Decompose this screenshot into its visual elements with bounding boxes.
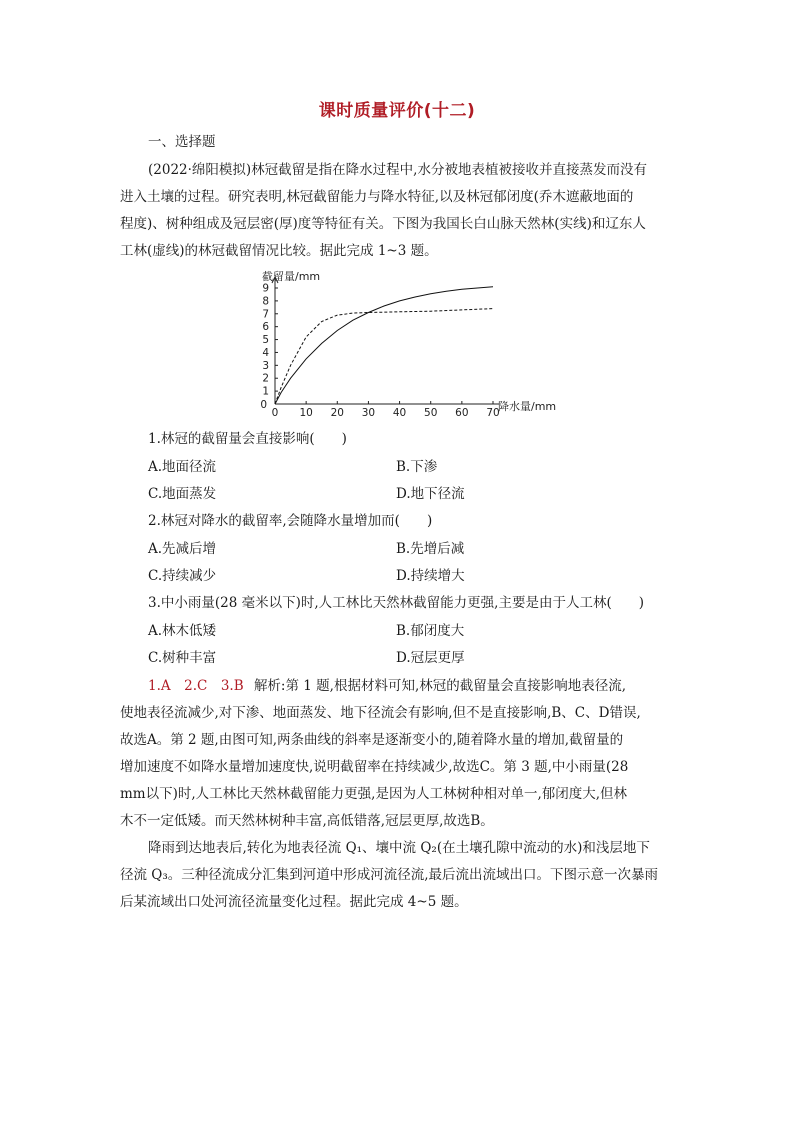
y-tick-label: 6 bbox=[262, 321, 269, 334]
q2-option-d[interactable]: D.持续增大 bbox=[396, 568, 465, 584]
page-title: 课时质量评价(十二) bbox=[318, 101, 476, 121]
y-tick-label: 2 bbox=[262, 372, 269, 385]
answer-keys: 1.A 2.C 3.B bbox=[148, 678, 244, 694]
answer-line: mm以下)时,人工林比天然林截留能力更强,是因为人工林树种相对单一,郁闭度大,但林 bbox=[120, 786, 628, 802]
interception-chart bbox=[250, 266, 570, 418]
q3-option-d[interactable]: D.冠层更厚 bbox=[396, 650, 465, 666]
answer-text: 解析:第 1 题,根据材料可知,林冠的截留量会直接影响地表径流, bbox=[253, 678, 627, 694]
x-tick-label: 0 bbox=[271, 407, 279, 418]
q3-option-c[interactable]: C.树种丰富 bbox=[148, 650, 217, 666]
series-natural-forest-line bbox=[275, 287, 493, 404]
q3-option-a[interactable]: A.林木低矮 bbox=[148, 623, 217, 639]
chart-xlabel: 降水量/mm bbox=[498, 400, 557, 413]
origin-label: 0 bbox=[260, 399, 267, 411]
q1-option-d[interactable]: D.地下径流 bbox=[396, 486, 465, 502]
q1-option-c[interactable]: C.地面蒸发 bbox=[148, 486, 217, 502]
x-tick-label: 40 bbox=[392, 407, 407, 418]
intro2-line: 后某流域出口处河流径流量变化过程。据此完成 4~5 题。 bbox=[120, 894, 468, 910]
section-heading: 一、选择题 bbox=[148, 134, 216, 150]
intro-line: 进入土壤的过程。研究表明,林冠截留能力与降水特征,以及林冠郁闭度(乔木遮蔽地面的 bbox=[120, 189, 634, 205]
series-plantation-line bbox=[275, 309, 493, 404]
question-1: 1.林冠的截留量会直接影响( ) bbox=[148, 431, 347, 447]
x-tick-label: 30 bbox=[361, 407, 376, 418]
answer-line: 木不一定低矮。而天然林树种丰富,高低错落,冠层更厚,故选B。 bbox=[120, 813, 494, 829]
x-tick-label: 70 bbox=[486, 407, 500, 418]
y-tick-label: 3 bbox=[262, 359, 269, 372]
q1-option-b[interactable]: B.下渗 bbox=[396, 459, 438, 475]
answer-first-line bbox=[148, 676, 626, 696]
intro-line: 程度)、树种组成及冠层密(厚)度等特征有关。下图为我国长白山脉天然林(实线)和辽东人 bbox=[120, 216, 646, 232]
x-tick-label: 60 bbox=[455, 407, 469, 418]
x-tick-label: 10 bbox=[299, 407, 313, 418]
y-tick-label: 5 bbox=[262, 334, 269, 347]
intro2-line: 降雨到达地表后,转化为地表径流 Q₁、壤中流 Q₂(在土壤孔隙中流动的水)和浅层地下 bbox=[148, 840, 650, 856]
intro-line: 工林(虚线)的林冠截留情况比较。据此完成 1~3 题。 bbox=[120, 243, 438, 259]
q3-option-b[interactable]: B.郁闭度大 bbox=[396, 623, 465, 639]
y-tick-label: 4 bbox=[262, 346, 269, 359]
q2-option-a[interactable]: A.先减后增 bbox=[148, 541, 217, 557]
answer-line: 故选A。第 2 题,由图可知,两条曲线的斜率是逐渐变小的,随着降水量的增加,截留量的 bbox=[120, 732, 624, 748]
intro-line: (2022·绵阳模拟)林冠截留是指在降水过程中,水分被地表植被接收并直接蒸发而没有 bbox=[148, 162, 647, 178]
answer-line: 增加速度不如降水量增加速度快,说明截留率在持续减少,故选C。第 3 题,中小雨量(28 bbox=[120, 759, 629, 775]
y-tick-label: 9 bbox=[262, 282, 269, 295]
intro2-line: 径流 Q₃。三种径流成分汇集到河道中形成河流径流,最后流出流域出口。下图示意一次暴雨 bbox=[120, 867, 659, 883]
q1-option-a[interactable]: A.地面径流 bbox=[148, 459, 217, 475]
chart-ylabel: 截留量/mm bbox=[262, 270, 321, 283]
y-tick-label: 7 bbox=[262, 308, 269, 321]
question-2: 2.林冠对降水的截留率,会随降水量增加而( ) bbox=[148, 513, 433, 529]
y-tick-label: 1 bbox=[262, 385, 269, 398]
x-tick-label: 20 bbox=[330, 407, 344, 418]
answer-line: 使地表径流减少,对下渗、地面蒸发、地下径流会有影响,但不是直接影响,B、C、D错误, bbox=[120, 705, 641, 721]
y-tick-label: 8 bbox=[262, 295, 269, 308]
q2-option-c[interactable]: C.持续减少 bbox=[148, 568, 217, 584]
q2-option-b[interactable]: B.先增后减 bbox=[396, 541, 465, 557]
question-3: 3.中小雨量(28 毫米以下)时,人工林比天然林截留能力更强,主要是由于人工林( ) bbox=[148, 595, 644, 611]
x-tick-label: 50 bbox=[424, 407, 438, 418]
